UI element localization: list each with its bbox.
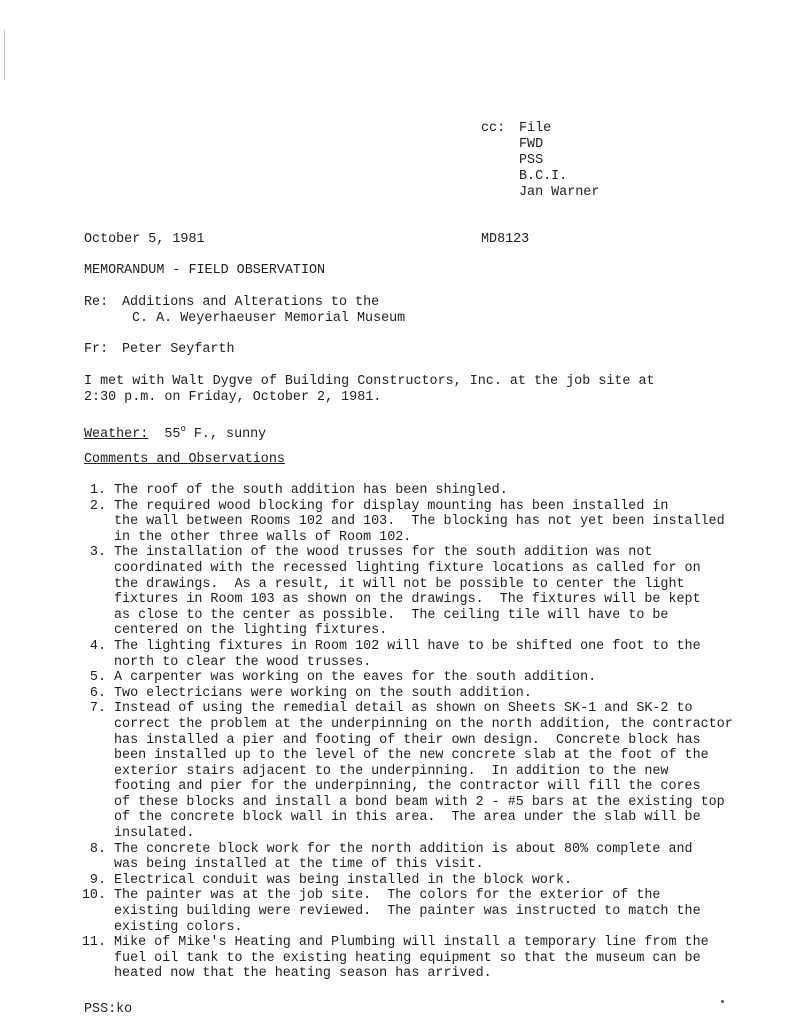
- list-item-number: 9.: [89, 872, 106, 888]
- list-item: [76, 701, 733, 842]
- list-item-line: footing and pier for the underpinning, the contractor will fill the cores: [114, 779, 701, 795]
- list-item-line: of the concrete block wall in this area. The area under the slab will be: [114, 810, 701, 826]
- list-item-line: The required wood blocking for display mounting has been installed in: [114, 498, 669, 514]
- stray-mark: [721, 1000, 724, 1003]
- list-item-line: fuel oil tank to the existing heating equipment so that the museum can be: [114, 950, 701, 966]
- list-item-line: heated now that the heating season has arrived.: [114, 966, 492, 982]
- list-item-number: 7.: [89, 701, 106, 717]
- list-item-number: 8.: [89, 841, 106, 857]
- weather-conditions: F., sunny: [185, 427, 267, 442]
- comments-heading: Comments and Observations: [84, 452, 285, 467]
- list-item-line: been installed up to the level of the new concrete slab at the foot of the: [114, 748, 709, 764]
- weather-label: Weather:: [84, 427, 149, 442]
- typist-initials: PSS:ko: [84, 1002, 133, 1017]
- re-label: Re:: [84, 295, 109, 310]
- list-item-line: The roof of the south addition has been shingled.: [114, 483, 508, 498]
- list-item-line: of these blocks and install a bond beam with 2 - #5 bars at the existing top: [114, 794, 725, 810]
- re-subject-line: C. A. Weyerhaeuser Memorial Museum: [132, 311, 406, 326]
- cc-label: cc:: [481, 121, 506, 136]
- degree-symbol: o: [180, 424, 186, 434]
- list-item: [76, 639, 726, 670]
- list-item-line: The installation of the wood trusses for the south addition was not: [114, 545, 653, 561]
- list-item: [76, 499, 726, 546]
- cc-recipient: PSS: [519, 153, 544, 168]
- from-name: Peter Seyfarth: [122, 342, 235, 357]
- list-item: [76, 483, 726, 499]
- cc-recipient: FWD: [519, 137, 544, 152]
- list-item: [76, 888, 726, 935]
- list-item: [76, 842, 726, 873]
- list-item-line: has installed a pier and footing of their own design. Concrete block has: [114, 732, 701, 748]
- list-item: [76, 935, 726, 982]
- re-block: [84, 295, 405, 327]
- list-item-line: Instead of using the remedial detail as shown on Sheets SK-1 and SK-2 to: [114, 701, 693, 717]
- intro-paragraph: [84, 374, 724, 406]
- list-item-line: in the other three walls of Room 102.: [114, 529, 412, 545]
- list-item-number: 2.: [89, 498, 106, 514]
- list-item-line: correct the problem at the underpinning on the north addition, the contractor: [114, 716, 733, 732]
- list-item-line: the wall between Rooms 102 and 103. The blocking has not yet been installed: [114, 514, 725, 530]
- list-item-line: existing colors.: [114, 919, 243, 935]
- list-item-line: insulated.: [114, 826, 195, 842]
- list-item-line: centered on the lighting fixtures.: [114, 623, 388, 639]
- list-item-line: coordinated with the recessed lighting fixture locations as called for on: [114, 560, 701, 576]
- list-item: [76, 873, 726, 889]
- memo-reference: MD8123: [481, 232, 530, 247]
- from-block: [84, 342, 235, 358]
- weather-line: [84, 421, 266, 443]
- list-item-number: 4.: [89, 638, 106, 654]
- list-item-line: existing building were reviewed. The painter was instructed to match the: [114, 904, 701, 920]
- list-item-line: exterior stairs adjacent to the underpinning. In addition to the new: [114, 763, 669, 779]
- list-item-line: The concrete block work for the north addition is about 80% complete and: [114, 841, 693, 857]
- list-item-number: 10.: [81, 888, 106, 904]
- list-item-number: 6.: [89, 685, 106, 701]
- list-item-line: fixtures in Room 103 as shown on the drawings. The fixtures will be kept: [114, 592, 701, 608]
- cc-recipient: Jan Warner: [519, 185, 600, 200]
- memo-title: MEMORANDUM - FIELD OBSERVATION: [84, 263, 326, 278]
- list-item-number: 5.: [89, 670, 106, 686]
- list-item-line: Electrical conduit was being installed in the block work.: [114, 872, 573, 888]
- list-item: [76, 686, 726, 702]
- list-item: [76, 545, 726, 639]
- list-item-line: the drawings. As a result, it will not be possible to center the light: [114, 576, 685, 592]
- list-item-number: 3.: [89, 545, 106, 561]
- page-edge-mark: [4, 30, 5, 80]
- list-item-line: as close to the center as possible. The ceiling tile will have to be: [114, 607, 669, 623]
- list-item-number: 11.: [81, 935, 106, 951]
- cc-recipient: File: [519, 121, 552, 136]
- list-item-line: Two electricians were working on the south addition.: [114, 685, 532, 701]
- intro-line: I met with Walt Dygve of Building Constructors, Inc. at the job site at: [84, 374, 655, 389]
- list-item-line: north to clear the wood trusses.: [114, 654, 372, 670]
- observation-list: [76, 483, 733, 982]
- list-item-line: was being installed at the time of this visit.: [114, 857, 484, 873]
- list-item-number: 1.: [89, 483, 106, 498]
- re-subject-line: Additions and Alterations to the: [122, 295, 380, 310]
- weather-temp: 55: [164, 427, 181, 442]
- list-item-line: A carpenter was working on the eaves for the south addition.: [114, 670, 597, 686]
- cc-recipient: B.C.I.: [519, 169, 568, 184]
- list-item-line: The painter was at the job site. The colors for the exterior of the: [114, 888, 661, 904]
- list-item: [76, 670, 726, 686]
- list-item-line: Mike of Mike's Heating and Plumbing will install a temporary line from the: [114, 935, 709, 951]
- from-label: Fr:: [84, 342, 109, 357]
- cc-list: [481, 121, 599, 201]
- memo-date: October 5, 1981: [84, 232, 205, 247]
- intro-line: 2:30 p.m. on Friday, October 2, 1981.: [84, 390, 382, 405]
- list-item-line: The lighting fixtures in Room 102 will have to be shifted one foot to the: [114, 638, 701, 654]
